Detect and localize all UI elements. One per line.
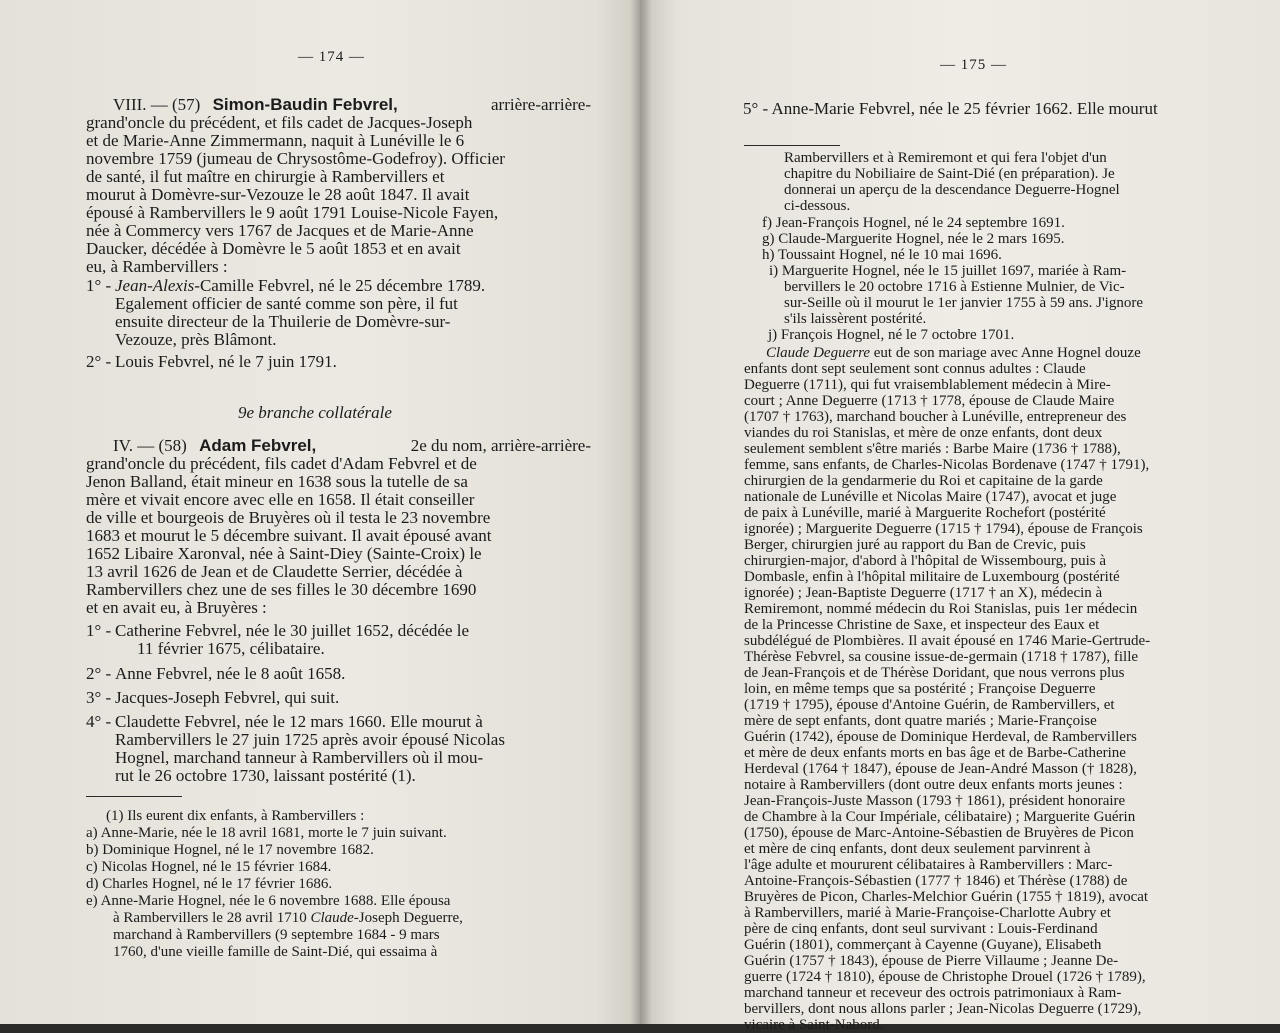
paragraph-line: Bruyères de Picon, Charles-Melchior Guérin (1755 † 1819), avocat [744, 889, 1149, 905]
paragraph-line: Berger, chirurgien juré au rapport du Ban de Crevic, puis [744, 537, 1086, 553]
paragraph-line: vicaire à Saint-Nabord. [744, 1017, 884, 1033]
section-heading: 9e branche collatérale [238, 403, 392, 422]
page-number: — 175 — [940, 57, 1007, 73]
paragraph-line: (1707 † 1763), marchand boucher à Lunéville, entrepreneur des [744, 409, 1127, 425]
text-line: Daucker, décédée à Domèvre le 5 août 1853 et en avait [86, 239, 461, 258]
footnote-line: s'ils laissèrent postérité. [784, 311, 927, 327]
paragraph-line: Jean-François-Juste Masson (1793 † 1861), président honoraire [744, 793, 1126, 809]
paragraph-line: Deguerre (1711), qui fut vraisemblablement médecin à Mire- [744, 377, 1111, 393]
footnote-line: à Rambervillers le 28 avril 1710 Claude-Joseph Deguerre, [113, 910, 463, 926]
paragraph-line: (1750), épouse de Marc-Antoine-Sébastien de Bruyères de Picon [744, 825, 1134, 841]
text-line: Hognel, marchand tanneur à Rambervillers où il mou- [115, 748, 484, 767]
child-text: Claudette Febvrel, née le 12 mars 1660. Elle mourut à [115, 712, 483, 731]
paragraph-line: viandes du roi Stanislas, et mère de onze enfants, dont deux [744, 425, 1103, 441]
text-line: novembre 1759 (jumeau de Chrysostôme-Godefroy). Officier [86, 149, 505, 168]
text-line: Rambervillers le 27 juin 1725 après avoir épousé Nicolas [115, 730, 505, 749]
footnote-line: h) Toussaint Hognel, né le 10 mai 1696. [762, 247, 1002, 263]
child-text: Catherine Febvrel, née le 30 juillet 1652, décédée le [115, 621, 470, 640]
paragraph-line: guerre (1724 † 1810), épouse de Christophe Drouel (1726 † 1789), [744, 969, 1146, 985]
child-number: 4° - [86, 712, 112, 731]
paragraph-line: de paix à Lunéville, marié à Marguerite Rochefort (postérité [744, 505, 1106, 521]
footnote-line: g) Claude-Marguerite Hognel, née le 2 mars 1695. [762, 231, 1065, 247]
paragraph-line: de la Princesse Christine de Saxe, et inspecteur des Eaux et [744, 617, 1100, 633]
text-line: 1683 et mourut le 5 décembre suivant. Il avait épousé avant [86, 526, 492, 545]
paragraph-line: et mère de deux enfants morts en bas âge et de Barbe-Catherine [744, 745, 1126, 761]
paragraph-line: ignorée) ; Jean-Baptiste Deguerre (1717 † an X), médecin à [744, 585, 1103, 601]
text-line: et de Marie-Anne Zimmermann, naquit à Lunéville le 6 [86, 131, 465, 150]
text-line: rut le 26 octobre 1730, laissant postérité (1). [115, 766, 416, 785]
text-line: 11 février 1675, célibataire. [137, 639, 325, 658]
child-text: 5° - Anne-Marie Febvrel, née le 25 février 1662. Elle mourut [743, 99, 1158, 118]
paragraph-line: ignorée) ; Marguerite Deguerre (1715 † 1794), épouse de François [744, 521, 1143, 537]
paragraph-line: subdélégué de Plombières. Il avait épousé en 1746 Marie-Gertrude- [744, 633, 1151, 649]
entry-heading-line [113, 96, 591, 114]
footnote-line: e) Anne-Marie Hognel, née le 6 novembre 1688. Elle épousa [86, 893, 451, 909]
footnote-line: b) Dominique Hognel, né le 17 novembre 1682. [86, 842, 374, 858]
text-line: Egalement officier de santé comme son père, il fut [115, 294, 458, 313]
text-line: de ville et bourgeois de Bruyères où il testa le 23 novembre [86, 508, 491, 527]
text-line: et en avait eu, à Bruyères : [86, 598, 267, 617]
entry-number: VIII. — (57) [113, 95, 201, 114]
book-gutter [630, 0, 652, 1024]
text-line: Vezouze, près Blâmont. [115, 330, 277, 349]
child-number: 1° - [86, 621, 112, 640]
paragraph-line: Remiremont, nommé médecin du Roi Stanislas, puis 1er médecin [744, 601, 1138, 617]
paragraph-line: Guérin (1757 † 1843), épouse de Pierre Villaume ; Jeanne De- [744, 953, 1119, 969]
paragraph-line: bervillers, dont nous allons parler ; Jean-Nicolas Deguerre (1729), [744, 1001, 1142, 1017]
paragraph-line: Antoine-François-Sébastien (1777 † 1846) et Thérèse (1788) de [744, 873, 1128, 889]
footnote-line: 1760, d'une vieille famille de Saint-Dié, qui essaima à [113, 944, 438, 960]
paragraph-line: de Jean-François et de Thérèse Doridant, que nous verrons plus [744, 665, 1125, 681]
footnote-line: i) Marguerite Hognel, née le 15 juillet 1697, mariée à Ram- [769, 263, 1127, 279]
entry-heading-line [113, 437, 591, 455]
right-page [640, 0, 1280, 1033]
text-line: grand'oncle du précédent, et fils cadet de Jacques-Joseph [86, 113, 473, 132]
text-line: de santé, il fut maître en chirurgie à Rambervillers et [86, 167, 445, 186]
paragraph-line: l'âge adulte et moururent célibataires à Rambervillers : Marc- [744, 857, 1113, 873]
footnote-line: marchand à Rambervillers (9 septembre 1684 - 9 mars [113, 927, 440, 943]
footnote-line: (1) Ils eurent dix enfants, à Rambervillers : [106, 808, 365, 824]
paragraph-line: Guérin (1742), épouse de Dominique Herdeval, de Rambervillers [744, 729, 1137, 745]
child-number: 2° - [86, 352, 112, 371]
paragraph-line: loin, en même temps que sa postérité ; Françoise Deguerre [744, 681, 1096, 697]
paragraph-line: père de cinq enfants, dont seul survivant : Louis-Ferdinand [744, 921, 1098, 937]
paragraph-line: Dombasle, enfin à l'hôpital militaire de Luxembourg (postérité [744, 569, 1120, 585]
text-line: mourut à Domèvre-sur-Vezouze le 28 août 1847. Il avait [86, 185, 470, 204]
footnote-line: j) François Hognel, né le 7 octobre 1701. [768, 327, 1015, 343]
footnote-line: sur-Seille où il mourut le 1er janvier 1755 à 59 ans. J'ignore [784, 295, 1143, 311]
entry-number: IV. — (58) [113, 436, 187, 455]
footnote-line: d) Charles Hognel, né le 17 février 1686. [86, 876, 333, 892]
paragraph-line: mère de sept enfants, dont quatre mariés ; Marie-Françoise [744, 713, 1097, 729]
text-line: épousé à Rambervillers le 9 août 1791 Louise-Nicole Fayen, [86, 203, 499, 222]
footnote-line: a) Anne-Marie, née le 18 avril 1681, morte le 7 juin suivant. [86, 825, 447, 841]
footnote-line: chapitre du Nobiliaire de Saint-Dié (en préparation). Je [784, 166, 1115, 182]
footnote-line: f) Jean-François Hognel, né le 24 septembre 1691. [762, 215, 1065, 231]
text-line: 2e du nom, arrière-arrière- [410, 436, 591, 455]
text-line: grand'oncle du précédent, fils cadet d'Adam Febvrel et de [86, 454, 477, 473]
text-line: arrière-arrière- [490, 95, 591, 114]
child-number: 3° - [86, 688, 112, 707]
paragraph-line: chirurgien-major, d'abord à l'hôpital de Wissembourg, puis à [744, 553, 1107, 569]
text-line: Jenon Balland, était mineur en 1638 sous la tutelle de sa [86, 472, 468, 491]
text-line: 13 avril 1626 de Jean et de Claudette Serrier, décédée à [86, 562, 463, 581]
text-line: ensuite directeur de la Thuilerie de Domèvre-sur- [115, 312, 451, 331]
paragraph-line: Claude Deguerre eut de son mariage avec Anne Hognel douze [766, 345, 1141, 361]
footnote-rule [86, 796, 182, 797]
text-line: eu, à Rambervillers : [86, 257, 228, 276]
page-number: — 174 — [298, 49, 365, 65]
text-line: mère et vivait encore avec elle en 1658. Il était conseiller [86, 490, 475, 509]
paragraph-line: seulement semblent s'être mariés : Barbe Maire (1736 † 1788), [744, 441, 1121, 457]
paragraph-line: (1719 † 1795), épouse d'Antoine Guérin, de Rambervillers, et [744, 697, 1115, 713]
footnote-line: ci-dessous. [784, 198, 851, 214]
paragraph-line: enfants dont sept seulement sont connus adultes : Claude [744, 361, 1086, 377]
paragraph-line: de Chambre à la Cour Impériale, célibataire) ; Marguerite Guérin [744, 809, 1136, 825]
footnote-line: c) Nicolas Hognel, né le 15 février 1684. [86, 859, 332, 875]
text-line: née à Commercy vers 1767 de Jacques et de Marie-Anne [86, 221, 474, 240]
child-number: 1° - [86, 276, 112, 295]
child-text: Jacques-Joseph Febvrel, qui suit. [115, 688, 340, 707]
paragraph-line: notaire à Rambervillers (dont outre deux enfants morts jeunes : [744, 777, 1123, 793]
paragraph-line: nationale de Lunéville et Nicolas Maire (1747), avocat et juge [744, 489, 1117, 505]
paragraph-line: chirurgien de la gendarmerie du Roi et capitaine de la garde [744, 473, 1103, 489]
paragraph-line: Herdeval (1764 † 1847), épouse de Jean-André Masson († 1828), [744, 761, 1137, 777]
child-text: Louis Febvrel, né le 7 juin 1791. [115, 352, 337, 371]
footnote-line: bervillers le 20 octobre 1716 à Estienne Mulnier, de Vic- [784, 279, 1125, 295]
person-name: Adam Febvrel, [199, 436, 317, 455]
child-text: Jean-Alexis-Camille Febvrel, né le 25 décembre 1789. [115, 276, 486, 295]
paragraph-line: Thérèse Febvrel, sa cousine issue-de-germain (1718 † 1787), fille [744, 649, 1139, 665]
paragraph-line: marchand tanneur et receveur des octrois patrimoniaux à Ram- [744, 985, 1122, 1001]
footnote-line: donnerai un aperçu de la descendance Deguerre-Hognel [784, 182, 1120, 198]
paragraph-line: et mère de cinq enfants, dont deux seulement parvinrent à [744, 841, 1091, 857]
paragraph-line: à Rambervillers, marié à Marie-Françoise-Charlotte Aubry et [744, 905, 1111, 921]
footnote-line: Rambervillers et à Remiremont et qui fera l'objet d'un [784, 150, 1107, 166]
child-text: Anne Febvrel, née le 8 août 1658. [115, 664, 346, 683]
paragraph-line: court ; Anne Deguerre (1713 † 1778, épouse de Claude Maire [744, 393, 1115, 409]
left-page [0, 0, 640, 1024]
text-line: 1652 Libaire Xaronval, née à Saint-Diey (Sainte-Croix) le [86, 544, 482, 563]
person-name: Simon-Baudin Febvrel, [212, 95, 398, 114]
child-number: 2° - [86, 664, 112, 683]
text-line: Rambervillers chez une de ses filles le 30 décembre 1690 [86, 580, 477, 599]
footnote-rule [744, 145, 840, 146]
paragraph-line: Guérin (1801), commerçant à Cayenne (Guyane), Elisabeth [744, 937, 1102, 953]
paragraph-line: femme, sans enfants, de Charles-Nicolas Bordenave (1747 † 1791), [744, 457, 1150, 473]
